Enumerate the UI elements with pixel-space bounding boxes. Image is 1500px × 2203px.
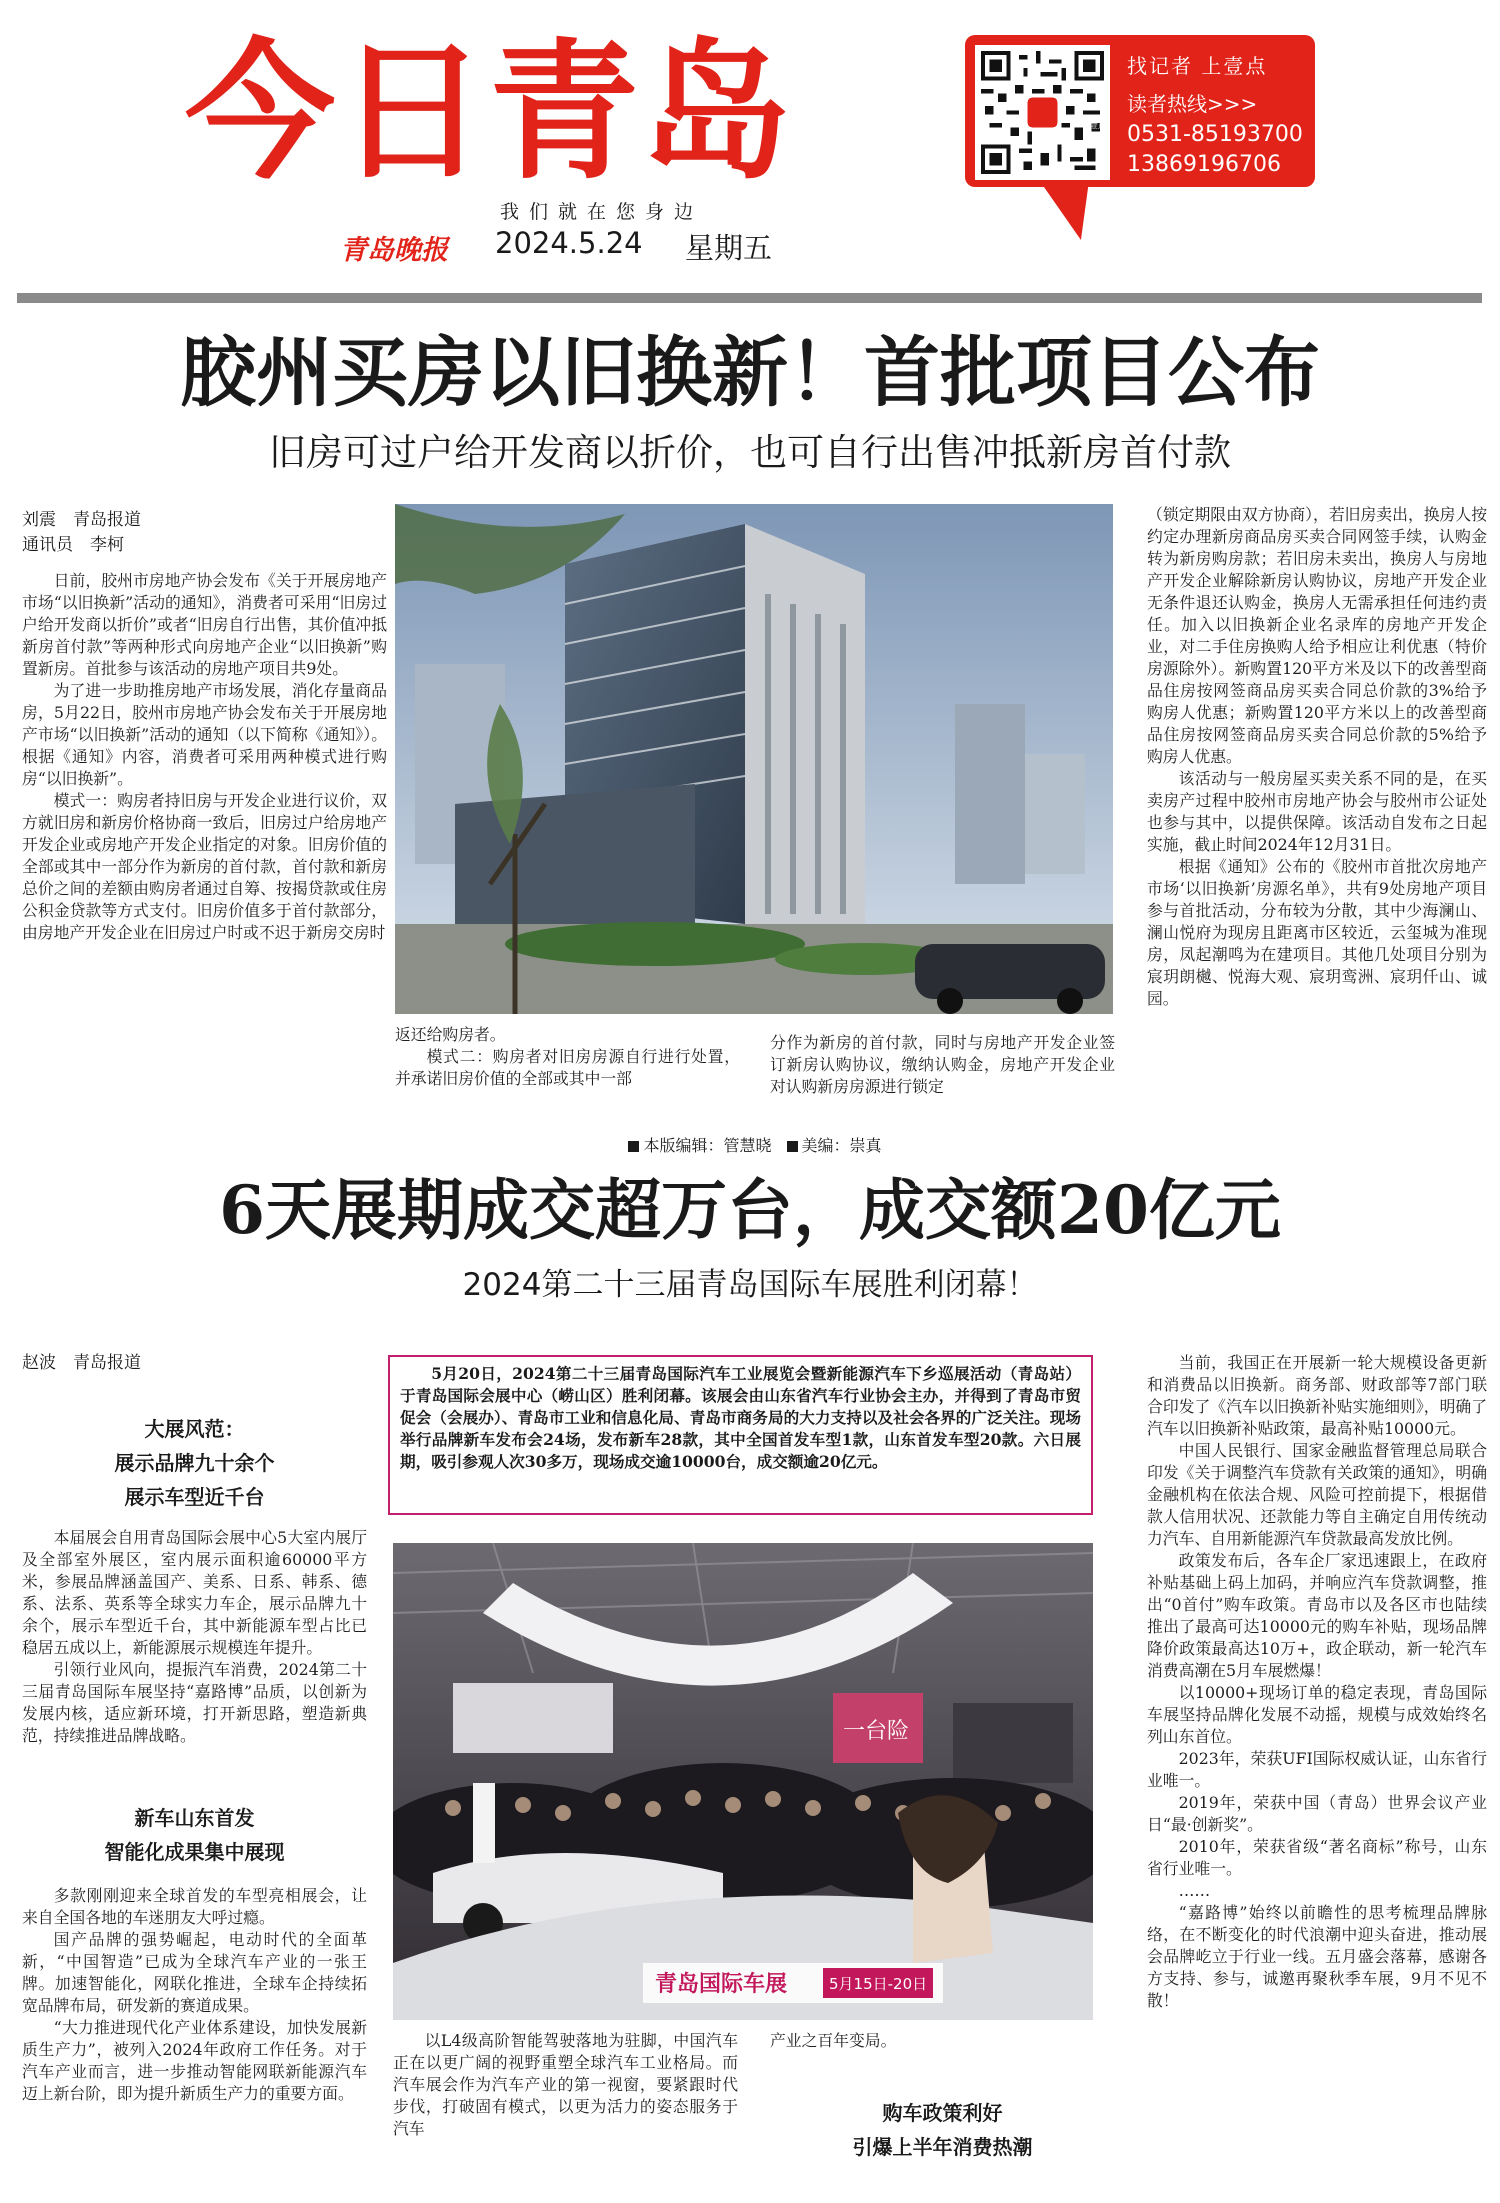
paragraph: 日前，胶州市房地产协会发布《关于开展房地产市场“以旧换新”活动的通知》，消费者可采用“旧房过户给开发商以折价”或者“旧房自行出售，其价值冲抵新房首付款”等两种形式向房地产企业“以旧换新”购置新房。首批参与该活动的房地产项目共9处。	[22, 571, 387, 678]
qr-code-icon	[981, 51, 1104, 174]
lead-paragraph: 5月20日，2024第二十三届青岛国际汽车工业展览会暨新能源汽车下乡巡展活动（青岛站）于青岛国际会展中心（崂山区）胜利闭幕。该展会由山东省汽车行业协会主办，并得到了青岛市贸促会（会展办）、青岛市工业和信息化局、青岛市商务局的大力支持以及社会各界的广泛关注。现场举行品牌新车发布会24场，发布新车28款，其中全国首发车型1款，山东首发车型20款。六日展期，吸引参观人次30多万，现场成交逾10000台，成交额逾20亿元。	[400, 1364, 1081, 1471]
masthead-slogan: 我们就在您身边	[500, 201, 704, 223]
paragraph: 该活动与一般房屋买卖关系不同的是，在买卖房产过程中胶州市房地产协会与胶州市公证处也参与其中，以提供保障。该活动自发布之日起实施，截止时间2024年12月31日。	[1147, 769, 1487, 854]
paragraph: 本届展会自用青岛国际会展中心5大室内展厅及全部室外展区，室内展示面积逾60000平方米，参展品牌涵盖国产、美系、日系、韩系、德系、法系、英系等全球实力车企，展示品牌九十余个，展示车型近千台，其中新能源车型占比已稳居五成以上，新能源展示规模连年提升。	[22, 1528, 367, 1657]
banner-brand: 青岛国际车展	[655, 1972, 788, 1997]
building-photo-illustration	[395, 504, 1113, 1014]
paragraph: 为了进一步助推房地产市场发展，消化存量商品房，5月22日，胶州市房地产协会发布关于开展房地产市场“以旧换新”活动的通知（以下简称《通知》）。根据《通知》内容，消费者可采用两种模式进行购房“以旧换新”。	[22, 681, 387, 788]
banner-dates: 5月15日-20日	[829, 1975, 928, 1993]
story2-column-4	[770, 2030, 1115, 2070]
qr-code[interactable]	[975, 45, 1110, 180]
editor-credits	[0, 1133, 1500, 1156]
paragraph: 返还给购房者。	[395, 1025, 506, 1044]
paragraph: （锁定期限由双方协商），若旧房卖出，换房人按约定办理新房商品房买卖合同网签手续，认购金转为新房购房款；若旧房未卖出，换房人与房地产开发企业解除新房认购协议，房地产开发企业无条件退还认购金，换房人无需承担任何违约责任。加入以旧换新企业名录库的房地产开发企业，对二手住房换购人给予相应让利优惠（特价房源除外）。新购置120平方米及以下的改善型商品住房按网签商品房买卖合同总价款的3%给予购房人优惠；新购置120平方米以上的改善型商品住房按网签商品房买卖合同总价款的5%给予购房人优惠。	[1147, 505, 1487, 766]
booth-sign: 一台险	[843, 1719, 910, 1744]
story2-column-3	[393, 2030, 738, 2195]
subhead-line: 新车山东首发	[134, 1806, 255, 1830]
editor-credit: 本版编辑：管慧晓	[643, 1136, 772, 1155]
paragraph: 2019年，荣获中国（青岛）世界会议产业日“最·创新奖”。	[1147, 1793, 1487, 1834]
story1-column-left	[22, 570, 387, 1172]
paragraph: “嘉路博”始终以前瞻性的思考梳理品牌脉络，在不断变化的时代浪潮中迎头奋进，推动展会品牌屹立于行业一线。五月盛会落幕，感谢各方支持、参与，诚邀再聚秋季车展，9月不见不散！	[1147, 1903, 1487, 2010]
auto-show-photo-illustration	[393, 1543, 1093, 2020]
paragraph: 2023年，荣获UFI国际权威认证，山东省行业唯一。	[1147, 1749, 1487, 1790]
designer-credit: 美编：崇真	[801, 1136, 882, 1155]
story2-column-right	[1147, 1352, 1487, 2197]
story2-subhead-2	[22, 1801, 367, 1869]
paragraph: 政策发布后，各车企厂家迅速跟上，在政府补贴基础上码上加码，并响应汽车贷款调整，推出“0首付”购车政策。青岛市以及各区市也陆续推出了最高可达10000元的购车补贴，现场品牌降价政策最高达10万+，政企联动，新一轮汽车消费高潮在5月车展燃爆！	[1147, 1551, 1487, 1680]
paragraph: 引领行业风向，提振汽车消费，2024第二十三届青岛国际车展坚持“嘉路博”品质，以创新为发展内核，适应新环境，打开新思路，塑造新典范，持续推进品牌战略。	[22, 1660, 367, 1745]
story2-subhead-1	[22, 1412, 367, 1514]
hotline-phone-2[interactable]: 13869196706	[1127, 152, 1281, 177]
hotline-label: 读者热线>>>	[1127, 92, 1258, 116]
subhead-line: 购车政策利好	[882, 2101, 1003, 2125]
paper-logo: 青岛晚报	[340, 235, 448, 266]
paragraph: 产业之百年变局。	[770, 2031, 897, 2050]
paragraph: 以10000+现场订单的稳定表现，青岛国际车展坚持品牌化发展不动摇，规模与成效始终名列山东首位。	[1147, 1683, 1487, 1746]
subhead-line: 引爆上半年消费热潮	[852, 2135, 1033, 2159]
square-bullet-icon	[628, 1141, 639, 1152]
story1-photo-building	[395, 504, 1113, 1014]
issue-date: 2024.5.24	[495, 226, 643, 260]
story1-headline: 胶州买房以旧换新！首批项目公布	[180, 328, 1320, 417]
paragraph: 根据《通知》公布的《胶州市首批次房地产市场‘以旧换新’房源名单》，共有9处房地产项目参与首批活动，分布较为分散，其中少海澜山、澜山悦府为现房且距离市区较近，云玺城为准现房，凤起潮鸣为在建项目。其他几处项目分别为宸玥朗樾、悦海大观、宸玥鸾洲、宸玥仟山、诚园。	[1147, 857, 1487, 1008]
paragraph: 模式一：购房者持旧房与开发企业进行议价，双方就旧房和新房价格协商一致后，旧房过户给房地产开发企业或房地产开发企业指定的对象。旧房价值的全部或其中一部分作为新房的首付款，首付款和新房总价之间的差额由购房者通过自筹、按揭贷款或住房公积金贷款等方式支付。旧房价值多于首付款部分，由房地产开发企业在旧房过户时或不迟于新房交房时	[22, 791, 387, 942]
story1-byline-correspondent: 通讯员 李柯	[22, 535, 124, 555]
hotline-tagline: 找记者 上壹点	[1127, 54, 1268, 78]
masthead-divider	[17, 293, 1482, 303]
paragraph: “大力推进现代化产业体系建设，加快发展新质生产力”，被列入2024年政府工作任务。对于汽车产业而言，进一步推动智能网联新能源汽车迈上新台阶，即为提升新质生产力的重要方面。	[22, 2018, 367, 2103]
story2-subheadline: 2024第二十三届青岛国际车展胜利闭幕！	[462, 1267, 1038, 1303]
story1-column-right	[1147, 504, 1487, 1179]
paragraph: 以L4级高阶智能驾驶落地为驻脚，中国汽车正在以更广阔的视野重塑全球汽车工业格局。而汽车展会作为汽车产业的第一视窗，要紧跟时代步伐，打破固有模式，以更为活力的姿态服务于汽车	[393, 2031, 738, 2138]
issue-weekday: 星期五	[685, 231, 773, 265]
story2-subhead-3	[770, 2096, 1115, 2164]
speech-bubble-tail	[1039, 180, 1111, 240]
qr-center-label: 壹点	[1090, 121, 1106, 130]
paragraph: 多款刚刚迎来全球首发的车型亮相展会，让来自全国各地的车迷朋友大呼过瘾。	[22, 1886, 367, 1927]
subhead-line: 智能化成果集中展现	[104, 1840, 285, 1864]
story2-headline: 6天展期成交超万台，成交额20亿元	[219, 1171, 1281, 1249]
banner-venue: 青岛国际会展中心	[420, 2003, 493, 2013]
story2-column-2	[22, 1885, 367, 2195]
subhead-line: 展示品牌九十余个	[114, 1451, 275, 1475]
story2-column-1	[22, 1527, 367, 1787]
paragraph: 中国人民银行、国家金融监督管理总局联合印发《关于调整汽车贷款有关政策的通知》，明确金融机构在依法合规、风险可控前提下，根据借款人信用状况、还款能力等自主确定自用传统动力汽车、自用新能源汽车贷款最高发放比例。	[1147, 1441, 1487, 1548]
hotline-phone-1[interactable]: 0531-85193700	[1127, 122, 1303, 147]
story1-byline-reporter: 刘震 青岛报道	[22, 510, 141, 530]
story1-subheadline: 旧房可过户给开发商以折价，也可自行出售冲抵新房首付款	[269, 431, 1231, 474]
subhead-line: 大展风范：	[144, 1417, 245, 1441]
paragraph: 模式二：购房者对旧房房源自行进行处置，并承诺旧房价值的全部或其中一部	[395, 1047, 740, 1088]
subhead-line: 展示车型近千台	[124, 1485, 265, 1509]
story2-lead-box	[388, 1355, 1093, 1515]
square-bullet-icon	[787, 1141, 798, 1152]
masthead-title: 今日青岛	[185, 26, 794, 200]
paragraph: 当前，我国正在开展新一轮大规模设备更新和消费品以旧换新。商务部、财政部等7部门联合印发了《汽车以旧换新补贴实施细则》，明确了汽车以旧换新补贴政策，最高补贴10000元。	[1147, 1353, 1487, 1438]
paragraph: 国产品牌的强势崛起，电动时代的全面革新，“中国智造”已成为全球汽车产业的一张王牌。加速智能化，网联化推进，全球车企持续拓宽品牌布局，研发新的赛道成果。	[22, 1930, 367, 2015]
paragraph: ……	[1178, 1881, 1211, 1900]
paragraph: 2010年，荣获省级“著名商标”称号，山东省行业唯一。	[1147, 1837, 1487, 1878]
story2-byline: 赵波 青岛报道	[22, 1353, 141, 1373]
paragraph: 分作为新房的首付款，同时与房地产开发企业签订新房认购协议，缴纳认购金，房地产开发企业对认购新房房源进行锁定	[770, 1033, 1115, 1096]
story2-photo-auto-show	[393, 1543, 1093, 2020]
